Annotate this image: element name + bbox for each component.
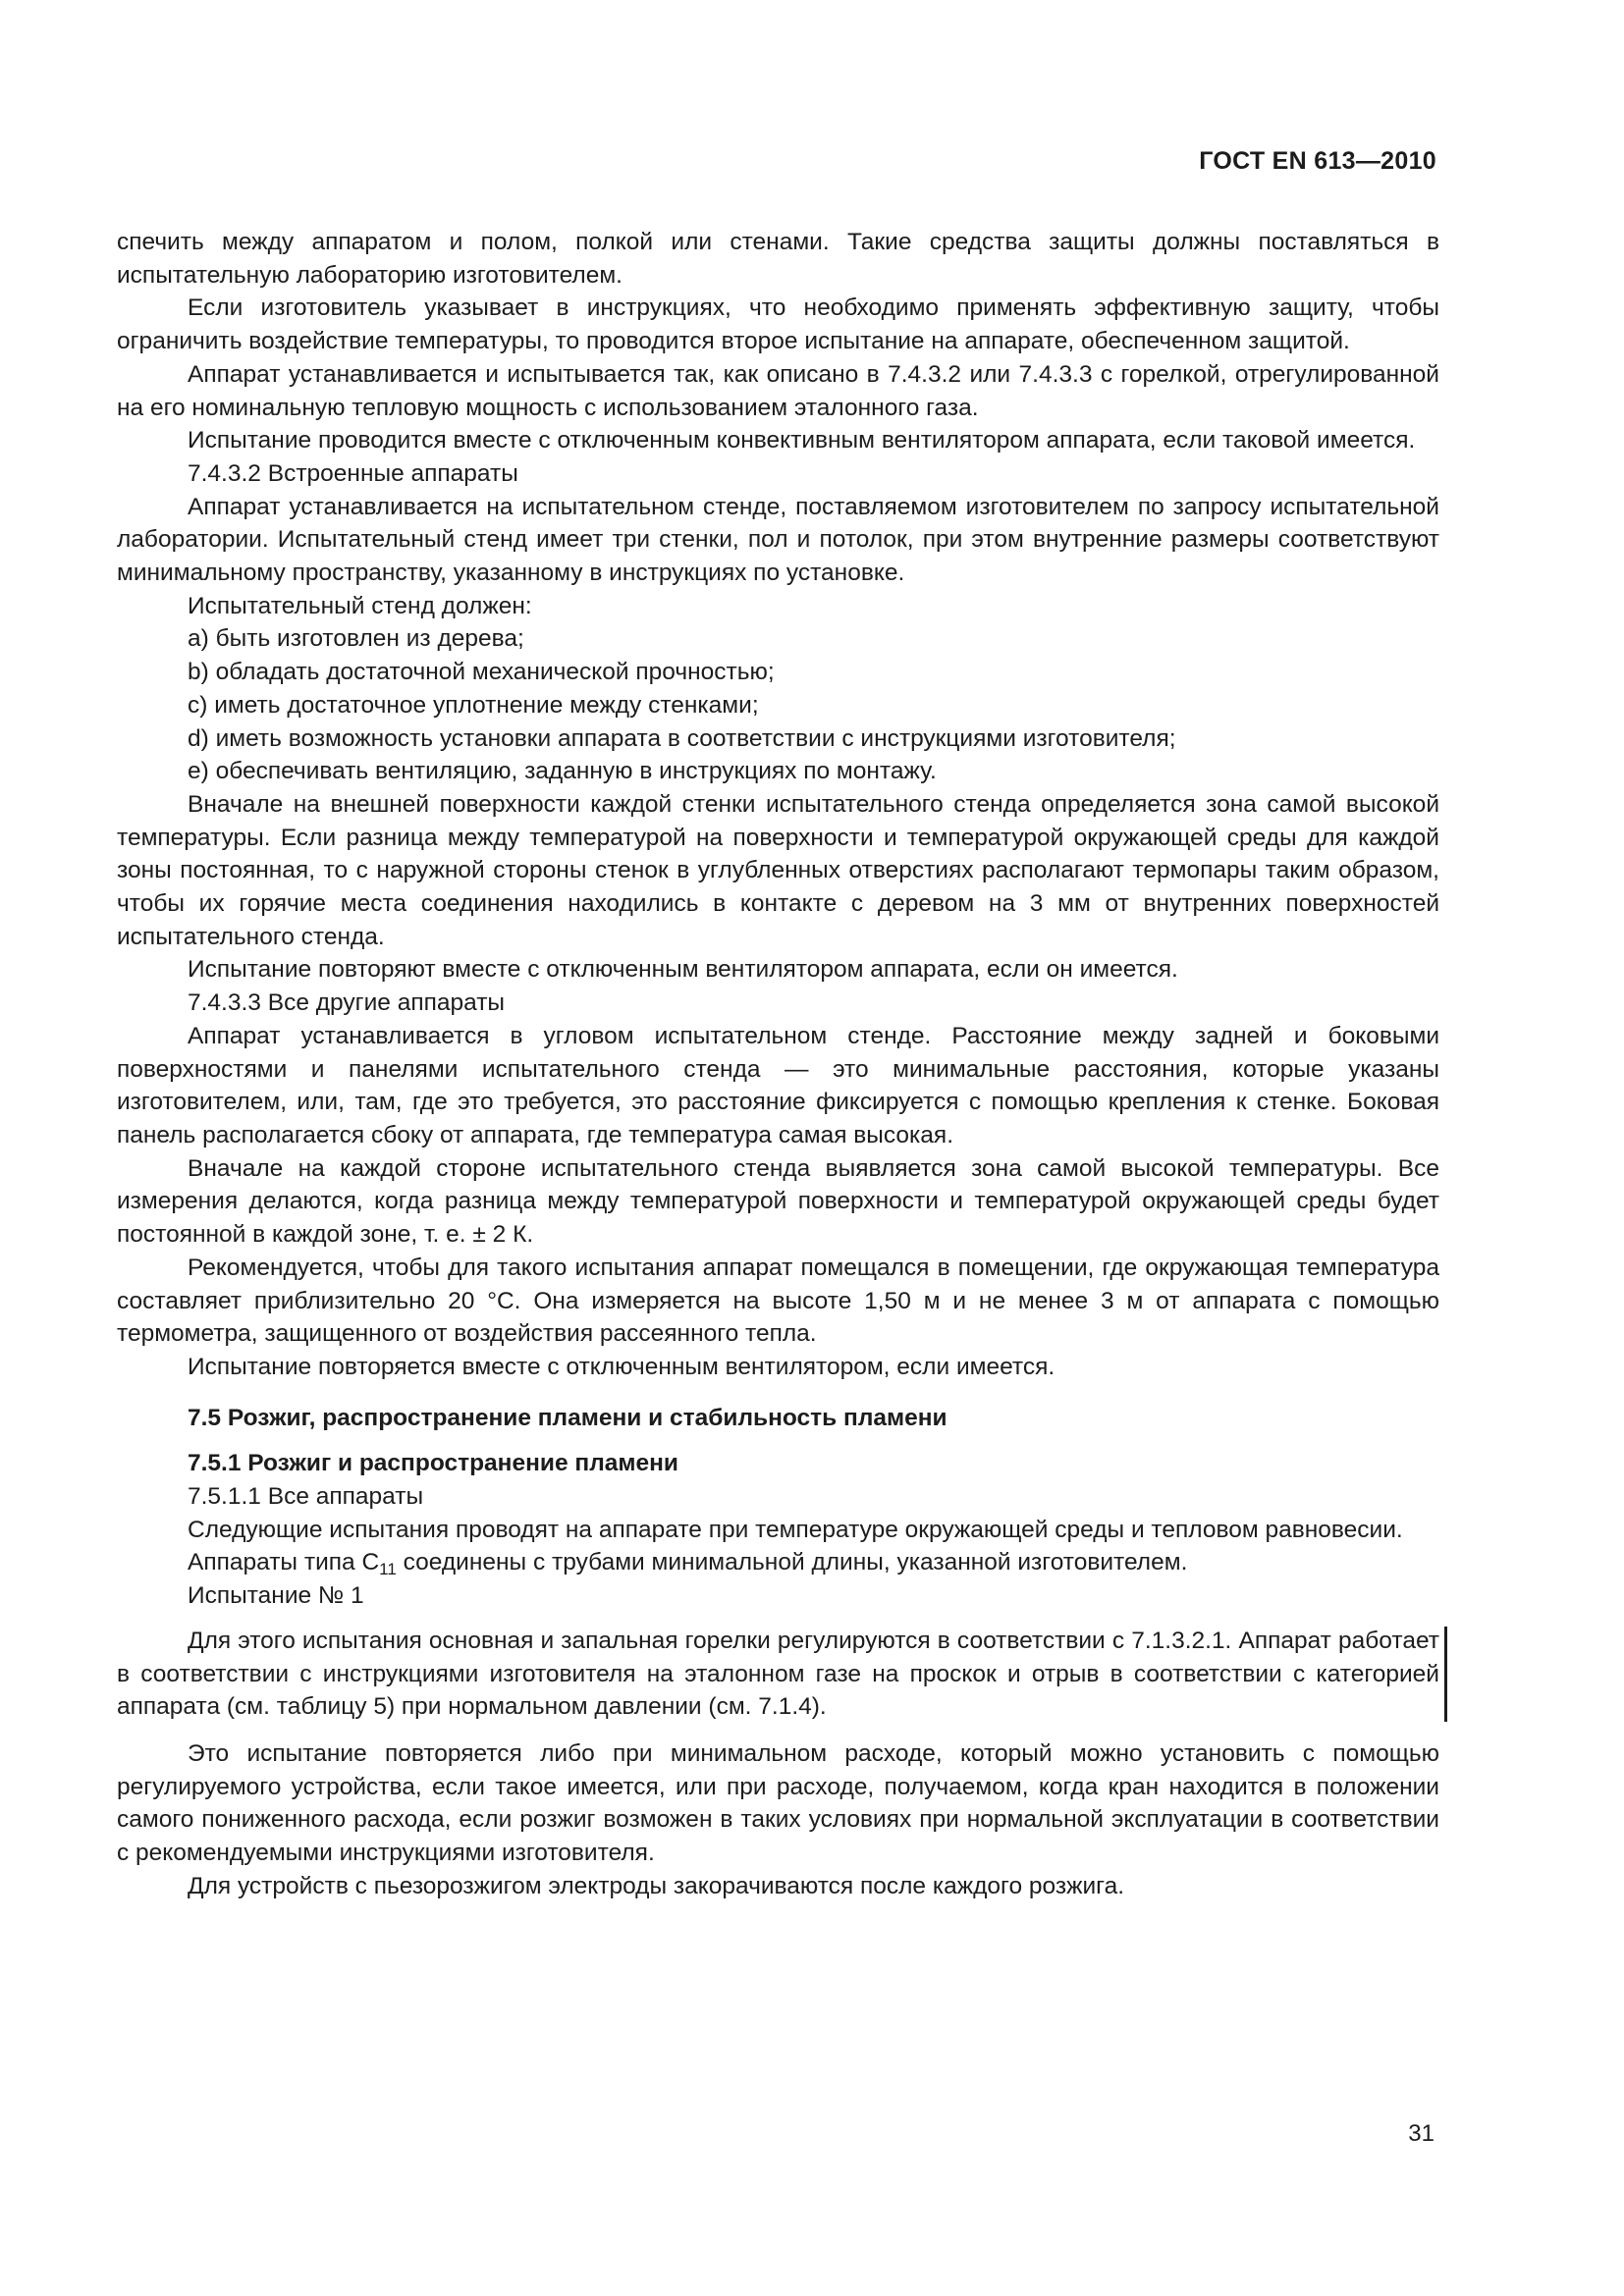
list-item: e) обеспечивать вентиляцию, заданную в инструкциях по монтажу. — [188, 758, 937, 785]
subclause-title: 7.4.3.3 Все другие аппараты — [188, 989, 506, 1017]
subclause-title: 7.4.3.2 Встроенные аппараты — [188, 459, 518, 487]
paragraph: Вначале на внешней поверхности каждой стенки испытательного стенда определяется зона самой высокой температуры. Если разница между температурой на поверхности и температурой окружающей среды для каждой зоны постоянная, то с наружной стороны стенок в углубленных отверстиях располагают термопары таким образом, чтобы их горячие места соединения находились в контакте с деревом на 3 мм от внутренних поверхностей испытательного стенда. — [117, 790, 1439, 950]
list-item: c) иметь достаточное уплотнение между стенками; — [188, 691, 759, 719]
page-body — [117, 226, 1439, 1902]
paragraph: Испытательный стенд должен: — [188, 592, 532, 619]
list-item: d) иметь возможность установки аппарата в соответствии с инструкциями изготовителя; — [188, 724, 1176, 752]
subclause-title: 7.5.1.1 Все аппараты — [188, 1483, 424, 1511]
test-label: Испытание № 1 — [188, 1582, 364, 1610]
subscript: 11 — [379, 1560, 397, 1579]
paragraph: Испытание проводится вместе с отключенным конвективным вентилятором аппарата, если таковой имеется. — [188, 427, 1416, 454]
change-bar — [1444, 1627, 1447, 1722]
paragraph: Аппарат устанавливается на испытательном стенде, поставляемом изготовителем по запросу испытательной лаборатории. Испытательный стенд имеет три стенки, пол и потолок, при этом внутренние размеры соответствуют минимальному пространству, указанному в инструкциях по установке. — [117, 493, 1439, 587]
paragraph: Испытание повторяют вместе с отключенным вентилятором аппарата, если он имеется. — [188, 956, 1178, 984]
page-number: 31 — [1408, 2120, 1435, 2147]
paragraph: Аппарат устанавливается и испытывается так, как описано в 7.4.3.2 или 7.4.3.3 с горелкой, отрегулированной на его номинальную тепловую мощность с использованием эталонного газа. — [117, 360, 1439, 421]
text-run: Аппараты типа С — [188, 1549, 380, 1576]
section-heading: 7.5 Розжиг, распространение пламени и стабильность пламени — [188, 1404, 947, 1431]
paragraph: Это испытание повторяется либо при минимальном расходе, который можно установить с помощью регулируемого устройства, если такое имеется, или при расходе, получаемом, когда кран находится в положении самого пониженного расхода, если розжиг возможен в таких условиях при нормальной эксплуатации в соответствии с рекомендуемыми инструкциями изготовителя. — [117, 1739, 1439, 1867]
text-run: соединены с трубами минимальной длины, указанной изготовителем. — [396, 1549, 1188, 1576]
paragraph: Аппарат устанавливается в угловом испытательном стенде. Расстояние между задней и боковыми поверхностями и панелями испытательного стенда — это минимальные расстояния, которые указаны изготовителем, или, там, где это требуется, это расстояние фиксируется с помощью крепления к стенке. Боковая панель располагается сбоку от аппарата, где температура самая высокая. — [117, 1022, 1439, 1148]
list-item: a) быть изготовлен из дерева; — [188, 625, 524, 653]
document-id-header: ГОСТ EN 613—2010 — [1199, 147, 1436, 175]
paragraph: Для устройств с пьезорозжигом электроды закорачиваются после каждого розжига. — [188, 1872, 1125, 1899]
subsection-heading: 7.5.1 Розжиг и распространение пламени — [188, 1450, 678, 1477]
paragraph: Вначале на каждой стороне испытательного стенда выявляется зона самой высокой температуры. Все измерения делаются, когда разница между температурой поверхности и температурой окружающей среды будет постоянной в каждой зоне, т. е. ± 2 К. — [117, 1154, 1439, 1249]
paragraph: Испытание повторяется вместе с отключенным вентилятором, если имеется. — [188, 1353, 1056, 1380]
paragraph: Для этого испытания основная и запальная горелки регулируются в соответствии с 7.1.3.2.1. Аппарат работает в соответствии с инструкциями изготовителя на эталонном газе на проскок и отрыв в соответствии с категорией аппарата (см. таблицу 5) при нормальном давлении (см. 7.1.4). — [117, 1627, 1439, 1721]
paragraph — [117, 1546, 1439, 1579]
paragraph: спечить между аппаратом и полом, полкой или стенами. Такие средства защиты должны поставляться в испытательную лабораторию изготовителем. — [117, 229, 1439, 289]
paragraph: Следующие испытания проводят на аппарате при температуре окружающей среды и тепловом равновесии. — [188, 1516, 1403, 1543]
paragraph: Если изготовитель указывает в инструкциях, что необходимо применять эффективную защиту, чтобы ограничить воздействие температуры, то проводится второе испытание на аппарате, обеспеченном защитой. — [117, 294, 1439, 355]
amended-passage — [117, 1625, 1439, 1724]
paragraph: Рекомендуется, чтобы для такого испытания аппарат помещался в помещении, где окружающая температура составляет приблизительно 20 °С. Она измеряется на высоте 1,50 м и не менее 3 м от аппарата с помощью термометра, защищенного от воздействия рассеянного тепла. — [117, 1254, 1439, 1348]
list-item: b) обладать достаточной механической прочностью; — [188, 659, 775, 686]
